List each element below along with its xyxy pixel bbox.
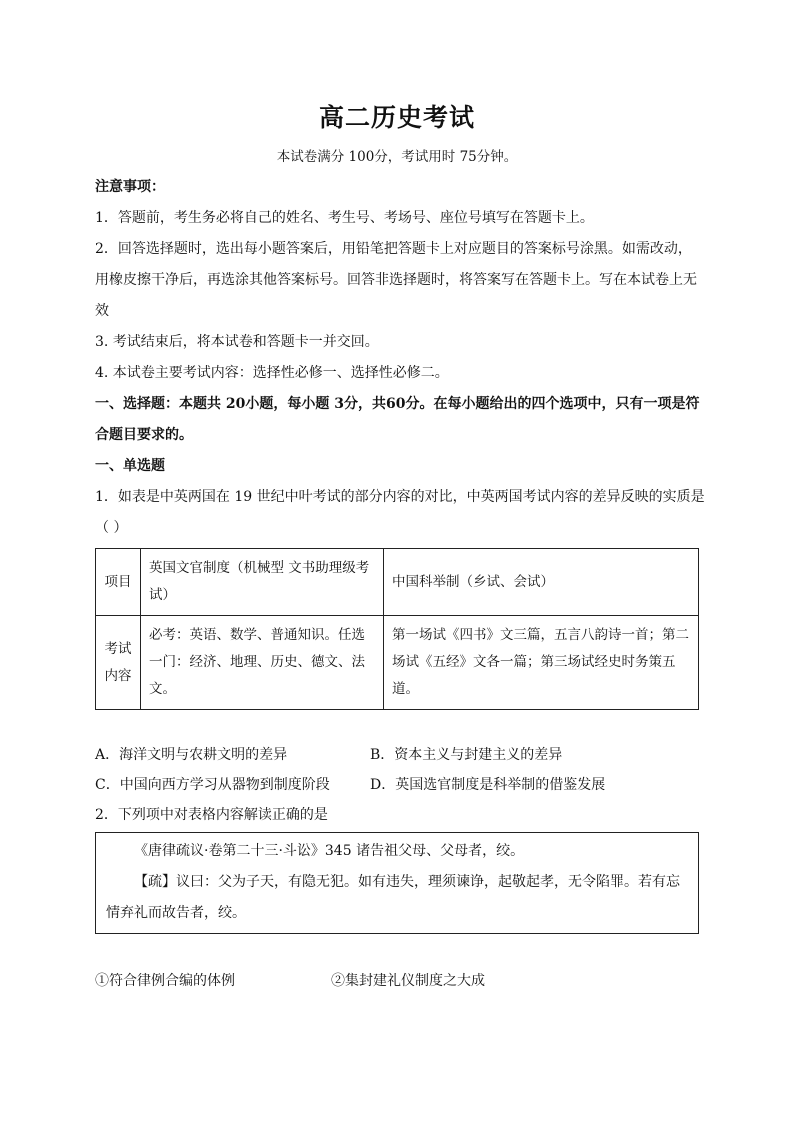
notice-item: 3. 考试结束后，将本试卷和答题卡一并交回。: [95, 334, 379, 350]
question-1-stem: 1．如表是中英两国在 19 世纪中叶考试的部分内容的对比，中英两国考试内容的差异反映的实质是: [95, 489, 705, 505]
question-1-bracket: （ ）: [95, 520, 128, 536]
subsection-heading: 一、单选题: [95, 458, 165, 474]
table-cell: 中国科举制（乡试、会试）: [384, 549, 699, 616]
option-row: [95, 770, 700, 800]
notice-item: 用橡皮擦干净后，再选涂其他答案标号。回答非选择题时，将答案写在答题卡上。写在本试卷上无: [95, 272, 697, 288]
option-a: A．海洋文明与农耕文明的差异: [95, 747, 288, 763]
notice-item: 1．答题前，考生务必将自己的姓名、考生号、考场号、座位号填写在答题卡上。: [95, 210, 594, 226]
table-row: [96, 549, 699, 616]
source-line: 情弃礼而故告者，绞。: [106, 905, 246, 921]
notice-item: 4. 本试卷主要考试内容：选择性必修一、选择性必修二。: [95, 365, 449, 381]
table-cell: 第一场试《四书》文三篇，五言八韵诗一首；第二场试《五经》文各一篇；第三场试经史时务策五道。: [384, 616, 699, 710]
table-row: [96, 616, 699, 710]
option-b: B．资本主义与封建主义的差异: [370, 747, 563, 763]
question-1-options: [95, 740, 700, 800]
question-2-choices: [95, 969, 700, 993]
source-line: 《唐律疏议·卷第二十三·斗讼》345 诸告祖父母、父母者，绞。: [134, 843, 525, 859]
content: [95, 170, 705, 993]
option-row: [95, 740, 700, 770]
table-cell: 必考：英语、数学、普通知识。任选一门：经济、地理、历史、德文、法文。: [141, 616, 384, 710]
source-box: [95, 832, 699, 934]
exam-info: 本试卷满分 100分，考试用时 75分钟。: [276, 149, 518, 165]
source-line: 【疏】议曰：父为子天，有隐无犯。如有违失，理须谏诤，起敬起孝，无令陷罪。若有忘: [134, 874, 680, 890]
table-cell: 英国文官制度（机械型 文书助理级考试）: [141, 549, 384, 616]
table-cell: 考试内容: [96, 616, 141, 710]
section-heading-cont: 合题目要求的。: [95, 427, 193, 443]
comparison-table: [95, 548, 699, 710]
question-2-stem: 2．下列项中对表格内容解读正确的是: [95, 807, 328, 823]
page-title: 高二历史考试: [318, 103, 475, 132]
option-c: C．中国向西方学习从器物到制度阶段: [95, 777, 330, 793]
table-cell: 项目: [96, 549, 141, 616]
choice-1: ①符合律例合编的体例: [95, 973, 235, 989]
choice-2: ②集封建礼仪制度之大成: [331, 973, 485, 989]
notice-heading: 注意事项：: [95, 179, 165, 195]
option-d: D．英国选官制度是科举制的借鉴发展: [370, 777, 606, 793]
notice-item: 2．回答选择题时，选出每小题答案后，用铅笔把答题卡上对应题目的答案标号涂黑。如需改动，: [95, 241, 692, 257]
section-heading: 一、选择题：本题共 20小题，每小题 3分，共60分。在每小题给出的四个选项中，只有一项是符: [95, 396, 700, 412]
notice-item: 效: [95, 303, 109, 319]
